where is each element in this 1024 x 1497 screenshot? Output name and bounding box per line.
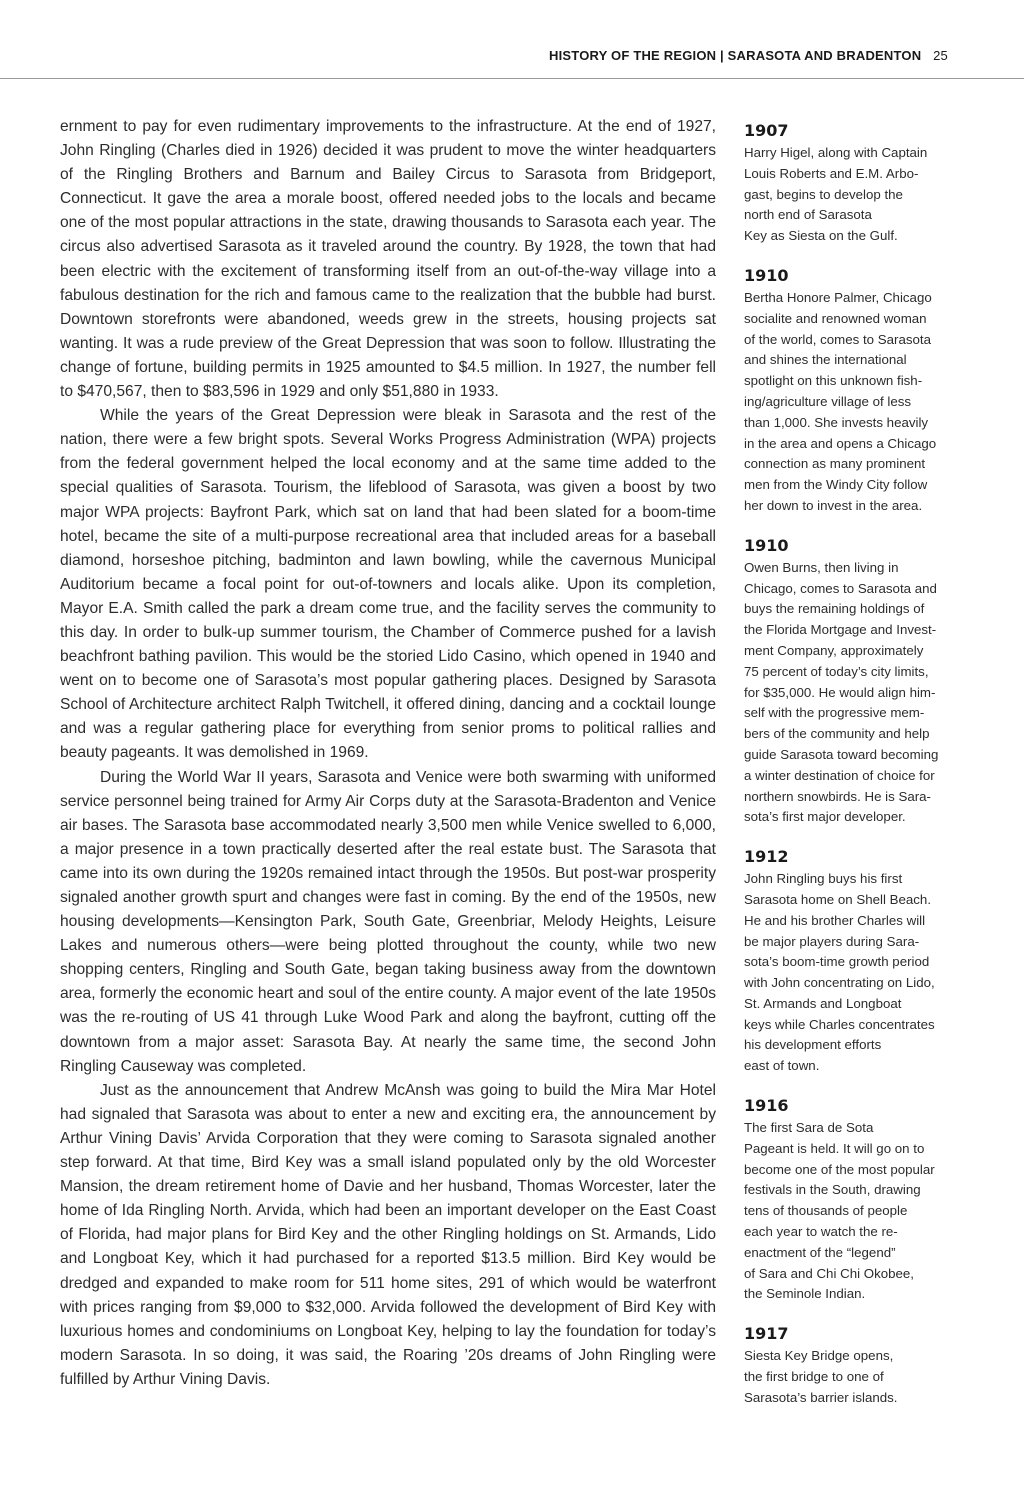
body-paragraph: ernment to pay for even rudimentary improvements to the infrastructure. At the end of 1927, John Ringling (Charles died in 1926) decided it was prudent to move the winter headquarters of the Ringling Brothers and Barnum and Bailey Circus to Sarasota from Bridgeport, Connecticut. It gave the area a morale boost, offered needed jobs to the locals and became one of the most popular attractions in the state, drawing thousands to Sarasota each year. The circus also advertised Sarasota as it traveled around the country. By 1928, the town that had been electric with the excitement of transforming itself from an out-of-the-way village into a fabulous destination for the rich and famous came to the realization that the bubble had burst. Downtown storefronts were abandoned, weeds grew in the streets, housing projects sat wanting. It was a rude preview of the Great Depression that was soon to follow. Illustrating the change of fortune, building permits in 1925 amounted to $4.5 million. In 1927, the number fell to $470,567, then to $83,596 in 1929 and only $51,880 in 1933. [60, 118, 716, 401]
timeline-year: 1917 [744, 1324, 789, 1344]
timeline-text: Siesta Key Bridge opens, the first bridge to one of Sarasota’s barrier islands. [744, 1348, 898, 1405]
running-header-title: HISTORY OF THE REGION | SARASOTA AND BRADENTON [549, 48, 922, 63]
timeline-entry [744, 847, 954, 1077]
timeline-year: 1910 [744, 535, 789, 555]
timeline-text: Harry Higel, along with Captain Louis Roberts and E.M. Arbo- gast, begins to develop the north end of Sarasota Key as Siesta on the Gulf. [744, 145, 928, 244]
main-text-column [60, 115, 716, 1392]
header-divider [0, 78, 1024, 79]
timeline-text: Bertha Honore Palmer, Chicago socialite and renowned woman of the world, comes to Sarasota and shines the international spotlight on this unknown fish- ing/agriculture village of less than 1,000. She invests heavily in the area and opens a Chicago connection as many prominent men from the Windy City follow her down to invest in the area. [744, 289, 937, 513]
timeline-year: 1912 [744, 847, 789, 867]
body-paragraph: Just as the announcement that Andrew McAnsh was going to build the Mira Mar Hotel had signaled that Sarasota was about to enter a new and exciting era, the announcement by Arthur Vining Davis’ Arvida Corporation that they were coming to Sarasota signaled another step forward. At that time, Bird Key was a small island populated only by the old Worcester Mansion, the dream retirement home of Davie and her husband, Thomas Worcester, later the home of Ida Ringling North. Arvida, which had been an important developer on the East Coast of Florida, had major plans for Bird Key and the other Ringling holdings on St. Armands, Lido and Longboat Key, which it had purchased for a reported $13.5 million. Bird Key would be dredged and expanded to make room for 511 home sites, 291 of which would be waterfront with prices ranging from $9,000 to $32,000. Arvida followed the development of Bird Key with luxurious homes and condominiums on Longboat Key, helping to lay the foundation for today’s modern Sarasota. In so doing, it was said, the Roaring ’20s dreams of John Ringling were fulfilled by Arthur Vining Davis. [60, 1081, 716, 1388]
timeline-text: John Ringling buys his first Sarasota home on Shell Beach. He and his brother Charles will be major players during Sara- sota’s boom-time growth period with John concentrating on Lido, St. Armands and Longboat keys while Charles concentrates his development efforts east of town. [744, 871, 935, 1074]
timeline-year: 1910 [744, 265, 789, 285]
timeline-entry [744, 536, 954, 828]
timeline-entry [744, 1324, 954, 1408]
timeline-text: The first Sara de Sota Pageant is held. It will go on to become one of the most popular festivals in the South, drawing tens of thousands of people each year to watch the re- enactment of the “legend” of Sara and Chi Chi Okobee, the Seminole Indian. [744, 1120, 935, 1302]
timeline-text: Owen Burns, then living in Chicago, comes to Sarasota and buys the remaining holdings of the Florida Mortgage and Invest- ment Company, approximately 75 percent of today’s city limits, for $35,000. He would align him- self with the progressive mem- bers of the community and help guide Sarasota toward becoming a winter destination of choice for northern snowbirds. He is Sara- sota’s first major developer. [744, 559, 939, 825]
timeline-entry [744, 266, 954, 517]
timeline-sidebar [744, 121, 954, 1428]
body-paragraph: During the World War II years, Sarasota and Venice were both swarming with uniformed service personnel being trained for Army Air Corps duty at the Sarasota-Bradenton and Venice air bases. The Sarasota base accommodated nearly 3,500 men while Venice swelled to 6,000, a major presence in a town practically deserted after the real estate bust. The Sarasota that came into its own during the 1920s remained intact through the 1950s. But post-war prosperity signaled another growth spurt and changes were fast in coming. By the end of the 1950s, new housing developments—Kensington Park, South Gate, Greenbriar, Melody Heights, Leisure Lakes and numerous others—were being plotted throughout the county, while two new shopping centers, Ringling and South Gate, began taking business away from the downtown area, formerly the economic heart and soul of the entire county. A major event of the late 1950s was the re-routing of US 41 through Luke Wood Park and along the bayfront, cutting off the downtown from a major asset: Sarasota Bay. At nearly the same time, the second John Ringling Causeway was completed. [60, 768, 716, 1075]
body-paragraph: While the years of the Great Depression were bleak in Sarasota and the rest of the nation, there were a few bright spots. Several Works Progress Administration (WPA) projects from the federal government helped the local economy and at the same time added to the special qualities of Sarasota. Tourism, the lifeblood of Sarasota, was given a boost by two major WPA projects: Bayfront Park, which sat on land that had been slated for a boom-time hotel, became the site of a multi-purpose recreational area that included areas for a baseball diamond, horseshoe pitching, badminton and lawn bowling, while the cavernous Municipal Auditorium became a focal point for out-of-towners and locals alike. Upon its completion, Mayor E.A. Smith called the park a dream come true, and the facility serves the community to this day. In order to bulk-up summer tourism, the Chamber of Commerce pushed for a lavish beachfront bathing pavilion. This would be the storied Lido Casino, which opened in 1940 and went on to become one of Sarasota’s most popular gathering places. Designed by Sarasota School of Architecture architect Ralph Twitchell, it offered dining, dancing and a cocktail lounge and was a regular gathering place for everything from senior proms to political rallies and beauty pageants. It was demolished in 1969. [60, 407, 716, 762]
page-number: 25 [933, 48, 948, 63]
timeline-entry [744, 1096, 954, 1305]
running-header [549, 48, 948, 63]
timeline-year: 1916 [744, 1096, 789, 1116]
timeline-year: 1907 [744, 121, 789, 140]
timeline-entry [744, 121, 954, 247]
